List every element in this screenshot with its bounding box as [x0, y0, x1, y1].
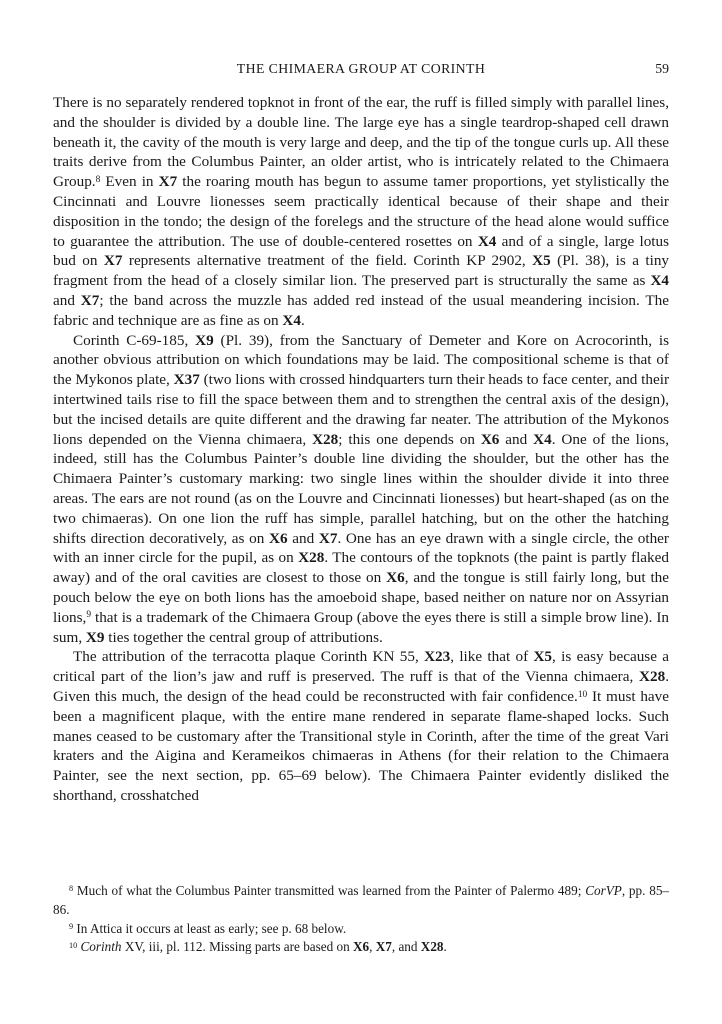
catalogue-ref: X4 — [533, 430, 552, 448]
catalogue-ref: X28 — [420, 939, 444, 955]
body-text — [53, 93, 669, 806]
catalogue-ref: X7 — [318, 529, 338, 547]
text-run: Much of what the Columbus Painter transmitted was learned from the Painter of Palermo 489; — [73, 883, 586, 898]
text-run: Even in — [100, 173, 159, 191]
catalogue-ref: X28 — [639, 668, 666, 686]
catalogue-ref: X6 — [353, 939, 370, 955]
text-run: (Pl. 38), is a tiny fragment from the head of a closely similar lion. The preserved part is structurally the same as — [53, 252, 670, 290]
footnote-9 — [53, 920, 669, 939]
catalogue-ref: X7 — [80, 291, 100, 309]
text-run: . — [443, 939, 447, 955]
text-run: . One of the lions, indeed, still has the Columbus Painter’s double line dividing the shoulder, but the other has the Chimaera Painter’s customary marking: two single lines within the shoulder divide it into three areas. The ears are not round (as on the Louvre and Cincinnati lionesses) but heart-shaped (as on the two chimaeras). On one lion the ruff has simple, parallel hatching, but on the other the hatching shifts direction decoratively, as on — [53, 430, 670, 547]
footnotes-section — [53, 882, 669, 957]
catalogue-ref: X7 — [103, 252, 123, 270]
catalogue-ref: X4 — [650, 272, 669, 290]
text-run: , like that of — [450, 648, 534, 666]
footnote-8 — [53, 882, 669, 920]
text-run: Corinth C-69-185, — [73, 331, 196, 349]
catalogue-ref: X28 — [312, 430, 339, 448]
catalogue-ref: X6 — [386, 569, 405, 587]
text-run: and of a single, large lotus bud on — [53, 232, 670, 270]
text-run: the roaring mouth has begun to assume tamer proportions, yet stylistically the Cincinnati and Louvre lionesses seem practically identical because of their shape and their disposition in the tondo; the design of the forelegs and the structure of the head alone would suffice to guarantee the attribution. The use of double-centered rosettes on — [53, 173, 669, 250]
text-run: ; this one depends on — [338, 430, 481, 448]
catalogue-ref: X6 — [269, 529, 288, 547]
footnote-ref: 9 — [69, 921, 74, 931]
text-run: It must have been a magnificent plaque, with the entire mane rendered in separate flame-shaped locks. Such manes ceased to be customary after the Transitional style in Corinth, after the time of the great Vari kraters and the Aigina and Kerameikos chimaeras in Athens (for their relation to the Chimaera Painter, see the next section, pp. 65–69 below). The Chimaera Painter evidently disliked the shorthand, crosshatched — [53, 687, 669, 804]
text-run: XV, iii, pl. 112. Missing parts are based on — [121, 939, 354, 955]
text-run: Corinth — [80, 939, 122, 955]
text-run: (two lions with crossed hindquarters turn their heads to face center, and their intertwined tails rise to fill the space between them and to strengthen the central axis of the design), but the incised details are quite different and the drawing far neater. The attribution of the Mykonos lions depended on the Vienna chimaera, — [53, 371, 670, 448]
text-run: . One has an eye drawn with a single circle, the other with an inner circle for the pupil, as on — [53, 529, 669, 567]
text-run: . The contours of the topknots (the paint is partly flaked away) and of the oral cavities are closest to those on — [53, 549, 669, 587]
footnote-ref: 10 — [69, 940, 78, 950]
text-run: , pp. 85–86. — [53, 883, 670, 917]
text-run: , and — [391, 939, 421, 955]
paragraph-2 — [53, 331, 669, 648]
text-run: . — [300, 311, 305, 329]
footnote-10 — [53, 938, 669, 957]
catalogue-ref: X7 — [158, 173, 178, 191]
catalogue-ref: X7 — [375, 939, 392, 955]
catalogue-ref: X23 — [424, 648, 451, 666]
catalogue-ref: X9 — [195, 331, 214, 349]
running-head — [53, 61, 669, 77]
catalogue-ref: X37 — [173, 371, 200, 389]
text-run: and — [287, 529, 319, 547]
catalogue-ref: X28 — [298, 549, 325, 567]
text-run: . Given this much, the design of the head could be reconstructed with fair confidence. — [53, 668, 669, 705]
text-run: (Pl. 39), from the Sanctuary of Demeter and Kore on Acrocorinth, is another obvious attribution on which foundations may be laid. The compositional scheme is that of the Mykonos plate, — [53, 331, 669, 389]
paragraph-3 — [53, 647, 669, 805]
catalogue-ref: X4 — [477, 232, 497, 250]
text-run: CorVP — [585, 883, 622, 898]
catalogue-ref: X4 — [282, 311, 301, 329]
text-run: There is no separately rendered topknot in front of the ear, the ruff is filled simply with parallel lines, and the shoulder is divided by a double line. The large eye has a single teardrop-shaped cell drawn beneath it, the cavity of the mouth is very large and deep, and the tip of the tongue curls up. All these traits derive from the Columbus Painter, an older artist, who is intricately related to the Chimaera Group. — [53, 94, 669, 191]
footnote-ref: 8 — [95, 174, 101, 185]
footnote-ref: 8 — [69, 884, 74, 894]
text-run: that is a trademark of the Chimaera Group (above the eyes there is still a simple brow line). In sum, — [53, 608, 669, 646]
text-run: , and the tongue is still fairly long, but the pouch below the eye on both lions has the amoeboid shape, based neither on nature nor on Assyrian lions, — [53, 569, 670, 626]
running-title: THE CHIMAERA GROUP AT CORINTH — [236, 61, 486, 76]
text-run: ties together the central group of attributions. — [104, 628, 383, 646]
text-run: , is easy because a critical part of the lion’s jaw and ruff is preserved. The ruff is that of the Vienna chimaera, — [53, 648, 670, 686]
text-run: , — [369, 939, 376, 955]
text-run: The attribution of the terracotta plaque Corinth KN 55, — [73, 648, 425, 666]
footnote-ref: 10 — [577, 689, 588, 700]
text-run: ; the band across the muzzle has added red instead of the usual meandering incision. The fabric and technique are as fine as on — [53, 291, 669, 329]
catalogue-ref: X6 — [480, 430, 500, 448]
text-run: and — [499, 430, 534, 448]
text-run: represents alternative treatment of the field. Corinth KP 2902, — [122, 252, 533, 270]
catalogue-ref: X5 — [532, 252, 551, 270]
footnote-ref: 9 — [86, 610, 92, 621]
catalogue-ref: X5 — [533, 648, 553, 666]
paragraph-1 — [53, 93, 669, 331]
page-number: 59 — [655, 61, 669, 76]
text-run: and — [53, 291, 81, 309]
catalogue-ref: X9 — [85, 628, 105, 646]
text-run: In Attica it occurs at least as early; see p. 68 below. — [73, 920, 347, 936]
